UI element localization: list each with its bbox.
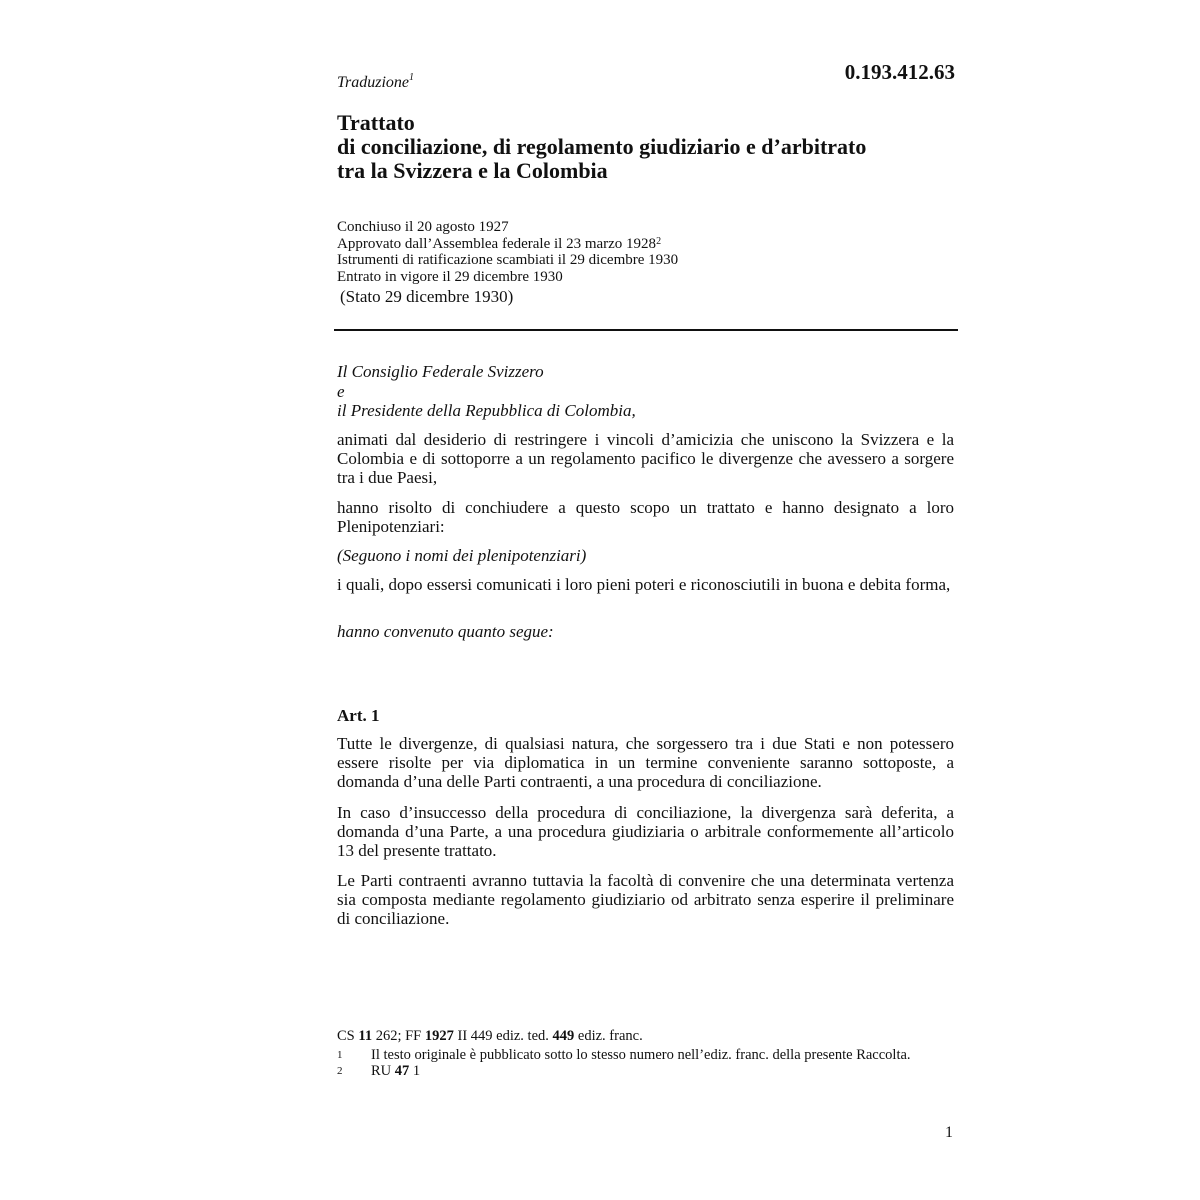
ratification-date: Istrumenti di ratificazione scambiati il 29 dicembre 1930	[337, 252, 679, 268]
footnote-2	[337, 1063, 937, 1079]
preamble-paragraph-1: animati dal desiderio di restringere i vincoli d’amicizia che uniscono la Svizzera e la Colombia e di sottoporre a un regolamento pacifico le divergenze che avessero a sorgere tra i due Paesi,	[337, 430, 954, 487]
title-line-3: tra la Svizzera e la Colombia	[337, 158, 608, 183]
approved-date-text: Approvato dall’Assemblea federale il 23 marzo 1928	[337, 235, 657, 252]
source-ff-fr-rest: ediz. franc.	[574, 1028, 643, 1044]
source-cs-volume: 11	[358, 1028, 373, 1044]
footnote-2-ru-page: 1	[409, 1063, 421, 1079]
preamble-paragraph-2: hanno risolto di conchiudere a questo scopo un trattato e hanno designato a loro Plenipotenziari:	[337, 498, 954, 536]
status-date: (Stato 29 dicembre 1930)	[340, 287, 514, 306]
source-ff-year: 1927	[424, 1028, 454, 1044]
preamble-paragraph-3: i quali, dopo essersi comunicati i loro pieni poteri e riconosciutili in buona e debita forma,	[337, 575, 951, 594]
treaty-title	[337, 111, 957, 183]
footnotes	[337, 1028, 937, 1079]
footnote-1-text: Il testo originale è pubblicato sotto lo stesso numero nell’ediz. franc. della presente Raccolta.	[371, 1047, 911, 1063]
preamble-party-2: il Presidente della Repubblica di Colombia,	[337, 401, 636, 420]
title-line-1: Trattato	[337, 110, 415, 135]
title-line-2: di conciliazione, di regolamento giudiziario e d’arbitrato	[337, 134, 867, 159]
source-cs: CS	[337, 1028, 359, 1044]
footnote-2-mark: 2	[337, 1065, 343, 1077]
preamble-agreed: hanno convenuto quanto segue:	[337, 622, 554, 641]
treaty-metadata	[337, 219, 957, 307]
footnote-2-text	[371, 1063, 911, 1079]
preamble-conjunction: e	[337, 382, 345, 401]
page-number: 1	[945, 1124, 953, 1141]
footnote-ref-1[interactable]: 1	[409, 72, 415, 83]
footnote-1	[337, 1047, 937, 1063]
article-1-paragraph-3: Le Parti contraenti avranno tuttavia la facoltà di convenire che una determinata vertenza sia composta mediante regolamento giudiziario od arbitrato senza esperire il preliminare di conciliazione.	[337, 871, 954, 928]
header-divider	[334, 329, 958, 331]
footnote-1-mark: 1	[337, 1049, 343, 1061]
translation-label	[337, 74, 414, 92]
article-1-paragraph-1: Tutte le divergenze, di qualsiasi natura, che sorgessero tra i due Stati e non potessero essere risolte per via diplomatica in un termine conveniente saranno sottoposte, a domanda d’una delle Parti contraenti, a una procedura di conciliazione.	[337, 734, 954, 791]
footnote-ref-2[interactable]: 2	[656, 235, 662, 247]
article-1-heading: Art. 1	[337, 706, 380, 725]
footnote-2-ru: RU	[371, 1063, 395, 1079]
approved-date	[337, 236, 957, 253]
sr-number: 0.193.412.63	[844, 60, 955, 84]
source-ff-rest: II 449 ediz. ted.	[453, 1028, 553, 1044]
article-1-paragraph-2: In caso d’insuccesso della procedura di conciliazione, la divergenza sarà deferita, a domanda d’una Parte, a una procedura giudiziaria o arbitrale conformemente all’articolo 13 del presente trattato.	[337, 803, 954, 860]
in-force-date: Entrato in vigore il 29 dicembre 1930	[337, 268, 563, 285]
source-cs-page: 262; FF	[372, 1028, 425, 1044]
translation-label-text: Traduzione	[337, 74, 410, 91]
plenipotentiaries-note: (Seguono i nomi dei plenipotenziari)	[337, 546, 587, 565]
preamble-party-1: Il Consiglio Federale Svizzero	[337, 362, 544, 381]
source-ff-fr-page: 449	[552, 1028, 575, 1044]
source-reference	[337, 1028, 937, 1044]
concluded-date: Conchiuso il 20 agosto 1927	[337, 219, 509, 235]
footnote-2-ru-volume: 47	[394, 1063, 410, 1079]
